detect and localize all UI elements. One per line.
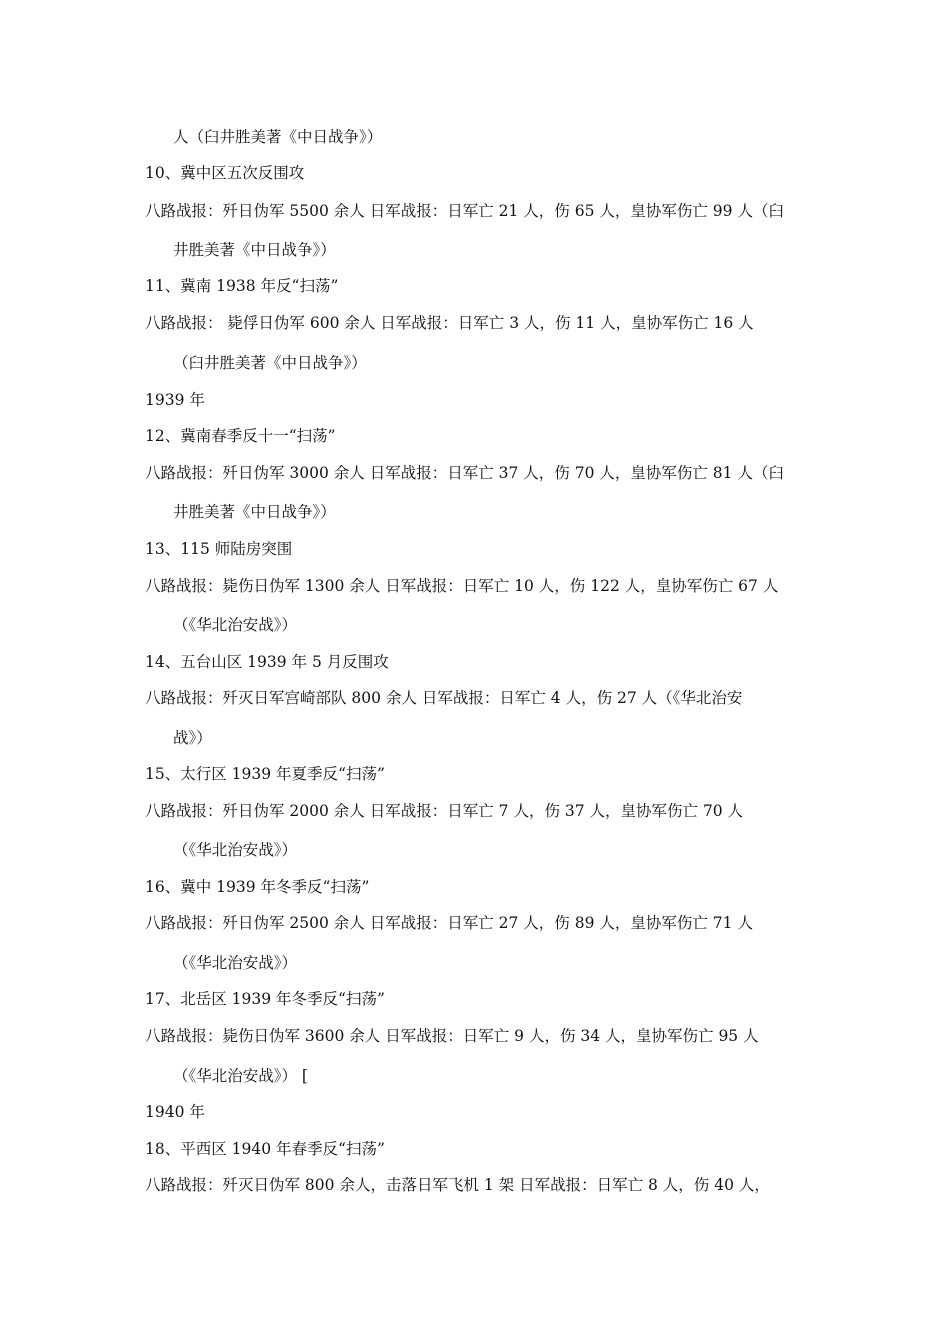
section-heading-13: 13、115 师陆房突围 — [145, 540, 293, 558]
text-line-continuation: 战》） — [173, 729, 212, 747]
section-heading-17: 17、北岳区 1939 年冬季反“扫荡” — [145, 990, 385, 1008]
report-line: 八路战报：歼日伪军 2500 余人 日军战报：日军亡 27 人，伤 89 人，皇协军伤亡 71 人 — [145, 914, 753, 932]
report-line: 八路战报：歼日伪军 5500 余人 日军战报：日军亡 21 人，伤 65 人，皇协军伤亡 99 人（臼 — [145, 202, 784, 220]
text-line-continuation: 井胜美著《中日战争》） — [173, 503, 336, 521]
report-line: 八路战报：歼灭日伪军 800 余人，击落日军飞机 1 架 日军战报：日军亡 8 人，伤 40 人， — [145, 1176, 770, 1194]
text-line-continuation: （臼井胜美著《中日战争》） — [173, 354, 367, 372]
text-line-continuation: 井胜美著《中日战争》） — [173, 241, 336, 259]
section-heading-10: 10、冀中区五次反围攻 — [145, 164, 305, 182]
report-line: 八路战报：毙伤日伪军 1300 余人 日军战报：日军亡 10 人，伤 122 人，皇协军伤亡 67 人 — [145, 577, 779, 595]
section-heading-12: 12、冀南春季反十一“扫荡” — [145, 427, 336, 445]
report-line: 八路战报：毙伤日伪军 3600 余人 日军战报：日军亡 9 人，伤 34 人，皇协军伤亡 95 人 — [145, 1027, 759, 1045]
report-line: 八路战报：歼日伪军 3000 余人 日军战报：日军亡 37 人，伤 70 人，皇协军伤亡 81 人（臼 — [145, 464, 784, 482]
text-line-continuation: （《华北治安战》） — [173, 616, 298, 634]
section-heading-15: 15、太行区 1939 年夏季反“扫荡” — [145, 765, 385, 783]
report-line: 八路战报：歼日伪军 2000 余人 日军战报：日军亡 7 人，伤 37 人，皇协军伤亡 70 人 — [145, 802, 744, 820]
text-line-continuation: 人（臼井胜美著《中日战争》） — [173, 128, 383, 146]
year-heading-1940: 1940 年 — [145, 1103, 205, 1121]
section-heading-14: 14、五台山区 1939 年 5 月反围攻 — [145, 653, 389, 671]
section-heading-16: 16、冀中 1939 年冬季反“扫荡” — [145, 878, 370, 896]
report-line: 八路战报：歼灭日军宫崎部队 800 余人 日军战报：日军亡 4 人，伤 27 人（《华北治安 — [145, 689, 743, 707]
text-line-continuation: （《华北治安战》） — [173, 841, 298, 859]
section-heading-18: 18、平西区 1940 年春季反“扫荡” — [145, 1140, 385, 1158]
text-line-continuation: （《华北治安战》） [ — [173, 1067, 308, 1085]
text-line-continuation: （《华北治安战》） — [173, 954, 298, 972]
report-line: 八路战报： 毙俘日伪军 600 余人 日军战报：日军亡 3 人，伤 11 人，皇协军伤亡 16 人 — [145, 314, 754, 332]
year-heading-1939: 1939 年 — [145, 391, 205, 409]
section-heading-11: 11、冀南 1938 年反“扫荡” — [145, 277, 339, 295]
